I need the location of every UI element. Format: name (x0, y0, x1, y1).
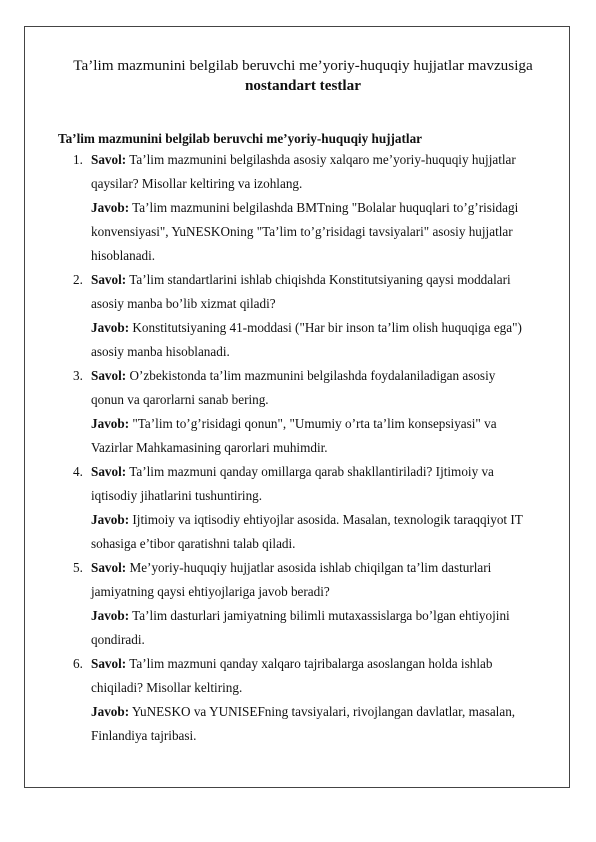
answer-line (91, 316, 558, 340)
answer-line (91, 340, 558, 364)
answer-line (91, 220, 558, 244)
answer-line (91, 508, 558, 532)
question-line (91, 388, 558, 412)
answer-line (91, 412, 558, 436)
answer-line (91, 532, 558, 556)
question-line (91, 268, 558, 292)
answer-text: sohasiga e’tibor qaratishni talab qiladi. (91, 536, 296, 551)
answer-text: qondiradi. (91, 632, 145, 647)
question-line (91, 484, 558, 508)
answer-line (91, 628, 558, 652)
item-number: 4. (73, 464, 83, 479)
answer-line (91, 244, 558, 268)
question-text: jamiyatning qaysi ehtiyojlariga javob beradi? (91, 584, 330, 599)
question-text: Ta’lim mazmuni qanday omillarga qarab shakllantiriladi? Ijtimoiy va (129, 464, 494, 479)
question-line (91, 148, 558, 172)
question-line (91, 652, 558, 676)
section-heading: Ta’lim mazmunini belgilab beruvchi me’yoriy-huquqiy hujjatlar (58, 131, 423, 146)
answer-line (91, 196, 558, 220)
question-line (91, 556, 558, 580)
answer-text: YuNESKO va YUNISEFning tavsiyalari, rivojlangan davlatlar, masalan, (131, 704, 516, 719)
answer-label: Javob: (91, 512, 130, 527)
qa-item (58, 268, 558, 364)
qa-item (58, 148, 558, 268)
item-number: 5. (73, 560, 83, 575)
question-text: Ta’lim mazmuni qanday xalqaro tajribalarga asoslangan holda ishlab (129, 656, 493, 671)
question-label: Savol: (91, 560, 127, 575)
answer-label: Javob: (91, 704, 130, 719)
answer-text: hisoblanadi. (91, 248, 156, 263)
qa-item (58, 460, 558, 556)
question-text: O’zbekistonda ta’lim mazmunini belgilashda foydalaniladigan asosiy (129, 368, 496, 383)
question-text: qaysilar? Misollar keltiring va izohlang. (91, 176, 303, 191)
answer-text: Vazirlar Mahkamasining qarorlari muhimdir. (91, 440, 328, 455)
question-label: Savol: (91, 464, 127, 479)
question-label: Savol: (91, 656, 127, 671)
question-line (91, 172, 558, 196)
question-label: Savol: (91, 152, 127, 167)
answer-label: Javob: (91, 320, 130, 335)
question-text: Ta’lim mazmunini belgilashda asosiy xalqaro me’yoriy-huquqiy hujjatlar (129, 152, 516, 167)
question-line (91, 364, 558, 388)
answer-text: konvensiyasi", YuNESKOning "Ta’lim to’g’risidagi tavsiyalari" asosiy hujjatlar (91, 224, 513, 239)
answer-label: Javob: (91, 200, 130, 215)
item-number: 3. (73, 368, 83, 383)
answer-line (91, 436, 558, 460)
question-text: Ta’lim standartlarini ishlab chiqishda Konstitutsiyaning qaysi moddalari (129, 272, 511, 287)
answer-text: Konstitutsiyaning 41-moddasi ("Har bir inson ta’lim olish huquqiga ega") (132, 320, 522, 335)
question-text: iqtisodiy jihatlarini tushuntiring. (91, 488, 263, 503)
question-line (91, 676, 558, 700)
answer-text: Finlandiya tajribasi. (91, 728, 197, 743)
item-number: 6. (73, 656, 83, 671)
item-number: 2. (73, 272, 83, 287)
item-number: 1. (73, 152, 83, 167)
question-label: Savol: (91, 368, 127, 383)
document-title (30, 56, 576, 96)
qa-item (58, 652, 558, 748)
answer-text: "Ta’lim to’g’risidagi qonun", "Umumiy o’rta ta’lim konsepsiyasi" va (132, 416, 497, 431)
answer-label: Javob: (91, 416, 130, 431)
question-line (91, 580, 558, 604)
answer-label: Javob: (91, 608, 130, 623)
answer-line (91, 700, 558, 724)
qa-list (58, 148, 558, 748)
question-text: chiqiladi? Misollar keltiring. (91, 680, 243, 695)
question-line (91, 460, 558, 484)
answer-text: asosiy manba hisoblanadi. (91, 344, 230, 359)
question-text: asosiy manba bo’lib xizmat qiladi? (91, 296, 276, 311)
qa-item (58, 364, 558, 460)
answer-text: Ta’lim dasturlari jamiyatning bilimli mutaxassislarga bo’lgan ehtiyojini (132, 608, 510, 623)
title-line-1: Ta’lim mazmunini belgilab beruvchi me’yoriy-huquqiy hujjatlar mavzusiga (73, 57, 533, 74)
qa-item (58, 556, 558, 652)
question-text: qonun va qarorlarni sanab bering. (91, 392, 269, 407)
answer-line (91, 724, 558, 748)
answer-text: Ijtimoiy va iqtisodiy ehtiyojlar asosida. Masalan, texnologik taraqqiyot IT (132, 512, 523, 527)
answer-line (91, 604, 558, 628)
question-line (91, 292, 558, 316)
question-label: Savol: (91, 272, 127, 287)
title-line-2: nostandart testlar (244, 77, 361, 94)
answer-text: Ta’lim mazmunini belgilashda BMTning "Bolalar huquqlari to’g’risidagi (132, 200, 519, 215)
question-text: Me’yoriy-huquqiy hujjatlar asosida ishlab chiqilgan ta’lim dasturlari (129, 560, 492, 575)
